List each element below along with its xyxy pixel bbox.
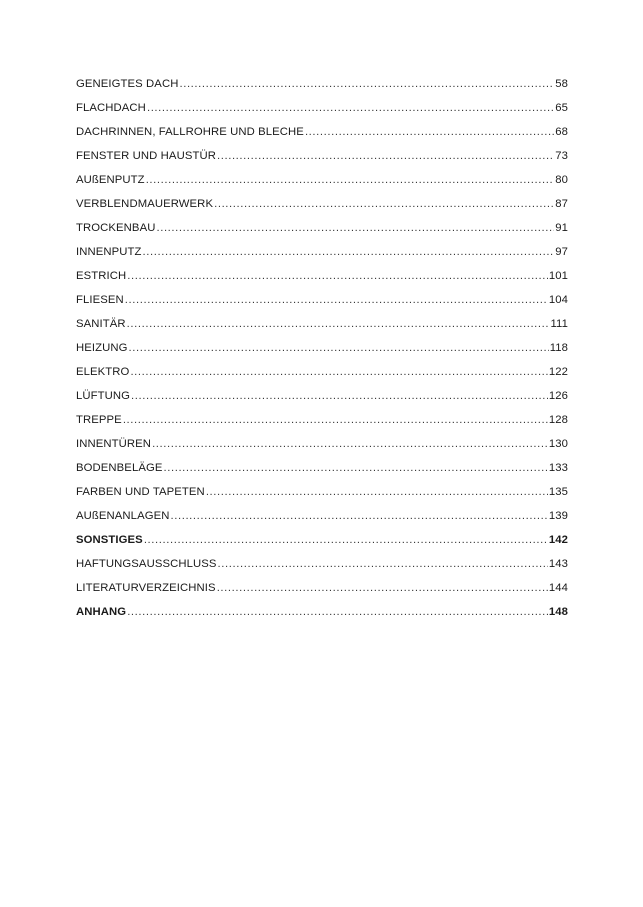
toc-entry[interactable]	[76, 484, 568, 508]
toc-entry-page-number: 126	[548, 390, 568, 402]
toc-dot-leader	[218, 556, 548, 572]
toc-entry[interactable]	[76, 292, 568, 316]
toc-dot-leader	[214, 196, 554, 212]
toc-dot-leader	[127, 316, 550, 332]
toc-entry-page-number: 144	[548, 582, 568, 594]
toc-entry[interactable]	[76, 460, 568, 484]
toc-entry-page-number: 65	[555, 102, 568, 114]
toc-entry-page-number: 91	[555, 222, 568, 234]
toc-entry-title: GENEIGTES DACH	[76, 78, 179, 90]
toc-entry-title: VERBLENDMAUERWERK	[76, 198, 214, 210]
toc-entry[interactable]	[76, 364, 568, 388]
toc-entry-page-number: 139	[548, 510, 568, 522]
toc-entry-title: DACHRINNEN, FALLROHRE UND BLECHE	[76, 126, 304, 138]
toc-dot-leader	[127, 604, 548, 620]
toc-entry[interactable]	[76, 100, 568, 124]
toc-entry-title: FLIESEN	[76, 294, 124, 306]
toc-entry-title: ANHANG	[76, 606, 127, 618]
toc-entry[interactable]	[76, 124, 568, 148]
toc-dot-leader	[125, 292, 548, 308]
toc-dot-leader	[146, 172, 555, 188]
toc-entry[interactable]	[76, 388, 568, 412]
toc-dot-leader	[206, 484, 548, 500]
toc-entry[interactable]	[76, 340, 568, 364]
toc-entry-page-number: 135	[548, 486, 568, 498]
toc-entry-title: AUßENANLAGEN	[76, 510, 170, 522]
toc-entry[interactable]	[76, 556, 568, 580]
toc-dot-leader	[305, 124, 554, 140]
toc-entry-page-number: 142	[548, 534, 568, 546]
toc-dot-leader	[156, 220, 554, 236]
toc-entry-page-number: 130	[548, 438, 568, 450]
toc-dot-leader	[179, 76, 554, 92]
toc-entry-title: FARBEN UND TAPETEN	[76, 486, 205, 498]
toc-entry-title: ESTRICH	[76, 270, 127, 282]
toc-entry-title: LÜFTUNG	[76, 390, 131, 402]
toc-entry[interactable]	[76, 508, 568, 532]
toc-entry[interactable]	[76, 268, 568, 292]
toc-dot-leader	[147, 100, 554, 116]
toc-dot-leader	[170, 508, 547, 524]
toc-entry-page-number: 80	[555, 174, 568, 186]
toc-entry-title: BODENBELÄGE	[76, 462, 163, 474]
toc-dot-leader	[131, 388, 548, 404]
toc-entry-title: ELEKTRO	[76, 366, 130, 378]
toc-entry-title: HAFTUNGSAUSSCHLUSS	[76, 558, 217, 570]
toc-entry[interactable]	[76, 436, 568, 460]
toc-entry[interactable]	[76, 148, 568, 172]
toc-entry-title: FENSTER UND HAUSTÜR	[76, 150, 216, 162]
toc-dot-leader	[129, 340, 549, 356]
toc-dot-leader	[152, 436, 548, 452]
toc-entry-title: AUßENPUTZ	[76, 174, 145, 186]
toc-entry[interactable]	[76, 220, 568, 244]
toc-entry-page-number: 118	[549, 342, 568, 354]
toc-entry-title: SANITÄR	[76, 318, 126, 330]
toc-dot-leader	[130, 364, 547, 380]
toc-entry-page-number: 122	[548, 366, 568, 378]
toc-dot-leader	[163, 460, 547, 476]
toc-entry[interactable]	[76, 580, 568, 604]
toc-entry[interactable]	[76, 76, 568, 100]
toc-entry-title: TROCKENBAU	[76, 222, 156, 234]
toc-dot-leader	[217, 148, 554, 164]
toc-entry-page-number: 97	[555, 246, 568, 258]
toc-entry-title: LITERATURVERZEICHNIS	[76, 582, 216, 594]
toc-entry-title: HEIZUNG	[76, 342, 128, 354]
toc-entry-page-number: 58	[555, 78, 568, 90]
toc-entry-title: SONSTIGES	[76, 534, 143, 546]
toc-dot-leader	[127, 268, 548, 284]
toc-entry-page-number: 143	[548, 558, 568, 570]
toc-entry-page-number: 111	[550, 318, 568, 330]
toc-entry[interactable]	[76, 172, 568, 196]
toc-entry-title: INNENPUTZ	[76, 246, 142, 258]
toc-entry[interactable]	[76, 244, 568, 268]
toc-dot-leader	[144, 532, 548, 548]
toc-entry-page-number: 104	[548, 294, 568, 306]
toc-entry-page-number: 133	[548, 462, 568, 474]
toc-dot-leader	[217, 580, 548, 596]
toc-entry-title: INNENTÜREN	[76, 438, 152, 450]
toc-entry-title: FLACHDACH	[76, 102, 146, 114]
toc-entry-page-number: 148	[548, 606, 568, 618]
toc-entry-page-number: 87	[555, 198, 568, 210]
toc-entry-page-number: 128	[548, 414, 568, 426]
toc-entry[interactable]	[76, 532, 568, 556]
toc-entry-page-number: 73	[555, 150, 568, 162]
toc-entry-page-number: 101	[548, 270, 568, 282]
table-of-contents	[76, 76, 568, 628]
toc-entry[interactable]	[76, 316, 568, 340]
toc-entry[interactable]	[76, 412, 568, 436]
toc-dot-leader	[143, 244, 555, 260]
toc-entry-title: TREPPE	[76, 414, 122, 426]
toc-entry[interactable]	[76, 604, 568, 628]
toc-entry-page-number: 68	[555, 126, 568, 138]
toc-dot-leader	[123, 412, 548, 428]
toc-entry[interactable]	[76, 196, 568, 220]
